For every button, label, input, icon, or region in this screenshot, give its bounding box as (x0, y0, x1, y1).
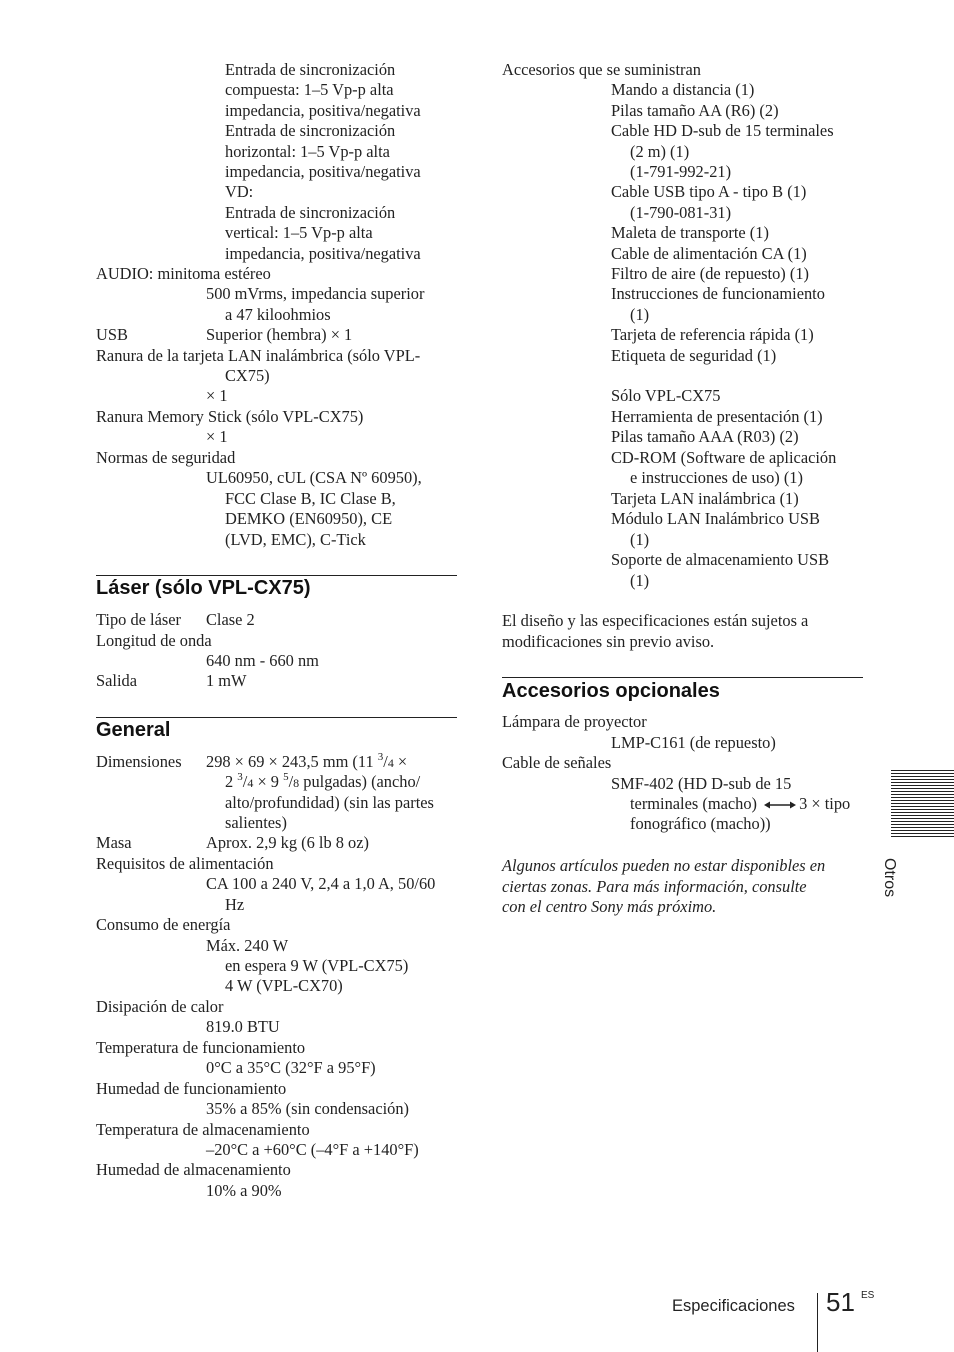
section-rule (96, 575, 457, 576)
signal-cable-value: fonográfico (macho)) (630, 814, 771, 833)
op-humidity-label: Humedad de funcionamiento (96, 1079, 287, 1098)
language-code: ES (861, 1290, 875, 1301)
laser-type-label: Tipo de láser (96, 610, 181, 629)
audio-value: 500 mVrms, impedancia superior (206, 284, 425, 303)
accessory-item: (1) (630, 571, 650, 590)
lamp-label: Lámpara de proyector (502, 712, 647, 731)
sync-line: impedancia, positiva/negativa (225, 162, 421, 181)
power-label: Requisitos de alimentación (96, 854, 274, 873)
general-heading: General (96, 719, 171, 741)
laser-type-value: Clase 2 (206, 610, 255, 629)
laser-heading: Láser (sólo VPL-CX75) (96, 577, 311, 599)
mass-value: Aprox. 2,9 kg (6 lb 8 oz) (206, 833, 369, 852)
footer-section: Especificaciones (672, 1297, 795, 1315)
accessory-item: Pilas tamaño AA (R6) (2) (611, 101, 779, 120)
accessory-item: (1-791-992-21) (630, 162, 732, 181)
accessory-item: Herramienta de presentación (1) (611, 407, 823, 426)
storage-temp-value: –20°C a +60°C (–4°F a +140°F) (206, 1140, 419, 1159)
signal-cable-label: Cable de señales (502, 753, 612, 772)
op-temp-value: 0°C a 35°C (32°F a 95°F) (206, 1058, 376, 1077)
heat-label: Disipación de calor (96, 997, 224, 1016)
audio-value: a 47 kiloohmios (225, 305, 331, 324)
accessory-item: Módulo LAN Inalámbrico USB (611, 509, 820, 528)
sync-line: Entrada de sincronización (225, 121, 396, 140)
accessory-item: Cable USB tipo A - tipo B (1) (611, 182, 807, 201)
accessory-item: Cable de alimentación CA (1) (611, 244, 807, 263)
accessory-subheading: Sólo VPL-CX75 (611, 386, 721, 405)
mass-label: Masa (96, 833, 132, 852)
accessory-item: Pilas tamaño AAA (R03) (2) (611, 427, 799, 446)
double-arrow-icon (764, 800, 796, 810)
sync-line: VD: (225, 182, 254, 201)
safety-label: Normas de seguridad (96, 448, 236, 467)
dimensions-value: salientes) (225, 813, 287, 832)
heat-value: 819.0 BTU (206, 1017, 280, 1036)
accessory-item: Instrucciones de funcionamiento (611, 284, 825, 303)
memory-stick-label: Ranura Memory Stick (sólo VPL-CX75) (96, 407, 364, 426)
sync-line: impedancia, positiva/negativa (225, 101, 421, 120)
accessory-item: Maleta de transporte (1) (611, 223, 769, 242)
dimensions-value: alto/profundidad) (sin las partes (225, 793, 434, 812)
notice-text: El diseño y las especificaciones están sujetos a (502, 611, 809, 630)
sync-line: compuesta: 1–5 Vp-p alta (225, 80, 394, 99)
memory-stick-value: × 1 (206, 427, 228, 446)
accessory-item: Cable HD D-sub de 15 terminales (611, 121, 834, 140)
availability-note: ciertas zonas. Para más información, consulte (502, 877, 807, 896)
optional-accessories-heading: Accesorios opcionales (502, 680, 720, 702)
lan-slot-label: CX75) (225, 366, 270, 385)
footer-divider (817, 1293, 818, 1352)
dimensions-value: 2 $^3$/4 × 9 $^5$/8 pulgadas) (ancho/ (225, 771, 421, 791)
accessory-item: (1-790-081-31) (630, 203, 732, 222)
storage-temp-label: Temperatura de almacenamiento (96, 1120, 310, 1139)
page-number: 51 (826, 1287, 855, 1317)
usb-label: USB (96, 325, 128, 344)
usb-value: Superior (hembra) × 1 (206, 325, 353, 344)
accessory-item: Soporte de almacenamiento USB (611, 550, 830, 569)
accessory-item: Tarjeta de referencia rápida (1) (611, 325, 814, 344)
sync-line: Entrada de sincronización (225, 203, 396, 222)
accessory-item: (1) (630, 305, 650, 324)
section-rule (502, 677, 863, 678)
accessories-label: Accesorios que se suministran (502, 60, 701, 79)
storage-humidity-label: Humedad de almacenamiento (96, 1160, 291, 1179)
accessory-item: (2 m) (1) (630, 142, 690, 161)
side-tab-label: Otros (881, 858, 898, 898)
accessory-item: Tarjeta LAN inalámbrica (1) (611, 489, 799, 508)
output-label: Salida (96, 671, 137, 690)
accessory-item: Etiqueta de seguridad (1) (611, 346, 777, 365)
lamp-value: LMP-C161 (de repuesto) (611, 733, 776, 752)
availability-note: Algunos artículos pueden no estar disponibles en (502, 856, 826, 875)
op-temp-label: Temperatura de funcionamiento (96, 1038, 306, 1057)
dimensions-value: 298 × 69 × 243,5 mm (11 $^3$/4 × (206, 751, 408, 771)
safety-value: DEMKO (EN60950), CE (225, 509, 393, 528)
consumption-label: Consumo de energía (96, 915, 231, 934)
sync-line: Entrada de sincronización (225, 60, 396, 79)
wavelength-label: Longitud de onda (96, 631, 212, 650)
safety-value: (LVD, EMC), C-Tick (225, 530, 366, 549)
notice-text: modificaciones sin previo aviso. (502, 632, 715, 651)
lan-slot-label: Ranura de la tarjeta LAN inalámbrica (sólo VPL- (96, 346, 421, 365)
side-tab-stripes (891, 770, 954, 837)
accessory-item: CD-ROM (Software de aplicación (611, 448, 837, 467)
sync-line: horizontal: 1–5 Vp-p alta (225, 142, 390, 161)
signal-cable-value: SMF-402 (HD D-sub de 15 (611, 774, 792, 793)
availability-note: con el centro Sony más próximo. (502, 897, 717, 916)
wavelength-value: 640 nm - 660 nm (206, 651, 319, 670)
sync-line: vertical: 1–5 Vp-p alta (225, 223, 373, 242)
power-value: Hz (225, 895, 245, 914)
op-humidity-value: 35% a 85% (sin condensación) (206, 1099, 410, 1118)
accessory-item: Mando a distancia (1) (611, 80, 755, 99)
consumption-value: en espera 9 W (VPL-CX75) (225, 956, 409, 975)
storage-humidity-value: 10% a 90% (206, 1181, 282, 1200)
section-rule (96, 717, 457, 718)
accessory-item: (1) (630, 530, 650, 549)
lan-slot-value: × 1 (206, 386, 228, 405)
consumption-value: Máx. 240 W (206, 936, 289, 955)
safety-value: FCC Clase B, IC Clase B, (225, 489, 396, 508)
audio-label: AUDIO: minitoma estéreo (96, 264, 271, 283)
signal-cable-value: terminales (macho) 3 × tipo (630, 794, 851, 813)
dimensions-label: Dimensiones (96, 752, 182, 771)
consumption-value: 4 W (VPL-CX70) (225, 976, 343, 995)
output-value: 1 mW (206, 671, 247, 690)
sync-line: impedancia, positiva/negativa (225, 244, 421, 263)
accessory-item: e instrucciones de uso) (1) (630, 468, 803, 487)
power-value: CA 100 a 240 V, 2,4 a 1,0 A, 50/60 (206, 874, 436, 893)
safety-value: UL60950, cUL (CSA Nº 60950), (206, 468, 422, 487)
accessory-item: Filtro de aire (de repuesto) (1) (611, 264, 809, 283)
